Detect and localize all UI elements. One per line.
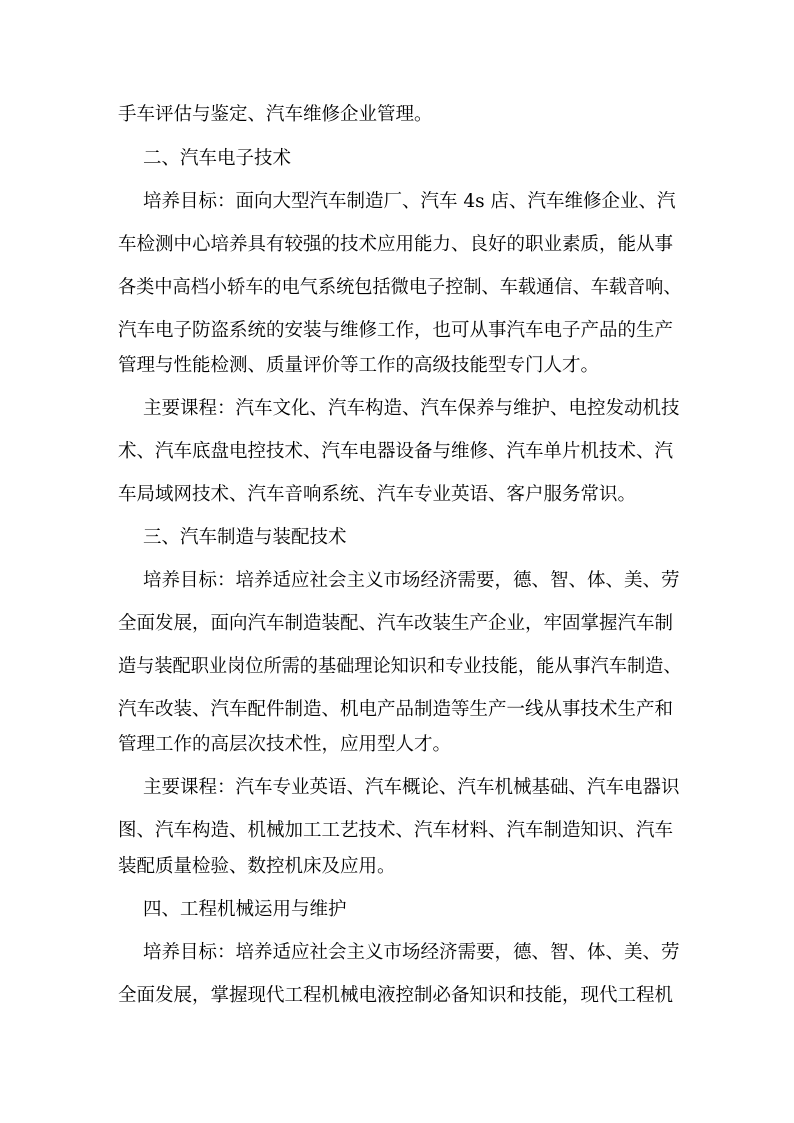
- text-line-13: 全面发展，面向汽车制造装配、汽车改装生产企业，牢固掌握汽车制: [118, 613, 674, 634]
- text-line-10: 车局域网技术、汽车音响系统、汽车专业英语、客户服务常识。: [118, 484, 637, 505]
- text-line-12: 培养目标：培养适应社会主义市场经济需要，德、智、体、美、劳: [143, 570, 680, 591]
- text-line-1: 手车评估与鉴定、汽车维修企业管理。: [118, 104, 433, 125]
- text-line-7: 管理与性能检测、质量评价等工作的高级技能型专门人才。: [118, 355, 600, 376]
- text-line-16: 管理工作的高层次技术性，应用型人才。: [118, 734, 452, 755]
- section-heading-4: 四、工程机械运用与维护: [143, 899, 347, 920]
- text-line-3: 培养目标：面向大型汽车制造厂、汽车 4s 店、汽车维修企业、汽: [143, 191, 676, 212]
- text-line-6: 汽车电子防盗系统的安装与维修工作，也可从事汽车电子产品的生产: [118, 320, 674, 341]
- text-line-9: 术、汽车底盘电控技术、汽车电器设备与维修、汽车单片机技术、汽: [118, 441, 674, 462]
- text-line-21: 培养目标：培养适应社会主义市场经济需要，德、智、体、美、劳: [143, 942, 680, 963]
- text-line-8: 主要课程：汽车文化、汽车构造、汽车保养与维护、电控发动机技: [143, 398, 680, 419]
- section-heading-3: 三、汽车制造与装配技术: [143, 527, 347, 548]
- text-line-19: 装配质量检验、数控机床及应用。: [118, 856, 396, 877]
- text-line-15: 汽车改装、汽车配件制造、机电产品制造等生产一线从事技术生产和: [118, 699, 674, 720]
- text-line-18: 图、汽车构造、机械加工工艺技术、汽车材料、汽车制造知识、汽车: [118, 820, 674, 841]
- text-line-14: 造与装配职业岗位所需的基础理论知识和专业技能，能从事汽车制造、: [118, 656, 682, 677]
- text-line-17: 主要课程：汽车专业英语、汽车概论、汽车机械基础、汽车电器识: [143, 777, 680, 798]
- text-line-4: 车检测中心培养具有较强的技术应用能力、良好的职业素质，能从事: [118, 234, 674, 255]
- text-line-5: 各类中高档小轿车的电气系统包括微电子控制、车载通信、车载音响、: [118, 277, 682, 298]
- text-line-22: 全面发展，掌握现代工程机械电液控制必备知识和技能，现代工程机: [118, 985, 674, 1006]
- section-heading-2: 二、汽车电子技术: [143, 148, 292, 169]
